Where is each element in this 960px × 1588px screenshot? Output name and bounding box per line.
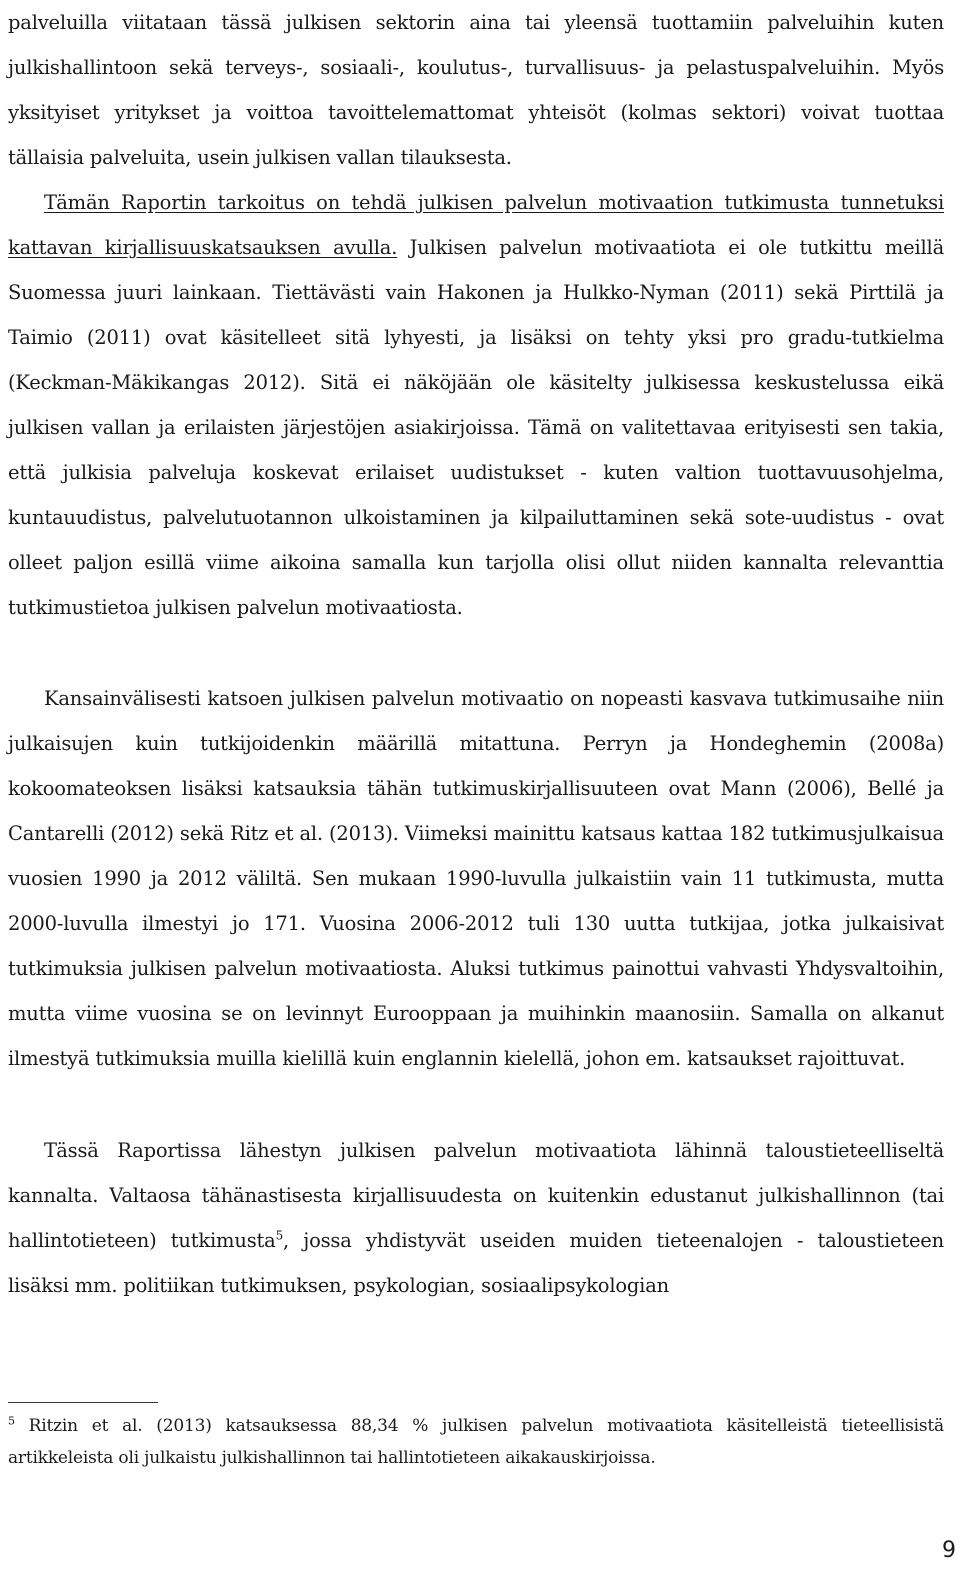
approach-text-start: Tässä Raportissa lähestyn julkisen palvelun motivaatiota lähinnä taloustieteelliseltä kannalta. Valtaosa tähänastisesta kirjallisuudesta on kuitenkin edustanut julkishallinnon (tai hallintotieteen) tutkimusta xyxy=(8,1139,944,1252)
page-number: 9 xyxy=(942,1538,956,1563)
footnote xyxy=(8,1410,944,1474)
purpose-text: Julkisen palvelun motivaatiota ei ole tutkittu meillä Suomessa juuri lainkaan. Tiettävästi vain Hakonen ja Hulkko-Nyman (2011) sekä Pirttilä ja Taimio (2011) ovat käsitelleet sitä lyhyesti, ja lisäksi on tehty yksi pro gradu-tutkielma (Keckman-Mäkikangas 2012). Sitä ei näköjään ole käsitelty julkisessa keskustelussa eikä julkisen vallan ja erilaisten järjestöjen asiakirjoissa. Tämä on valitettavaa erityisesti sen takia, että julkisia palveluja koskevat erilaiset uudistukset - kuten valtion tuottavuusohjelma, kuntauudistus, palvelutuotannon ulkoistaminen ja kilpailuttaminen sekä sote-uudistus - ovat olleet paljon esillä viime aikoina samalla kun tarjolla olisi ollut niiden kannalta relevanttia tutkimustietoa julkisen palvelun motivaatiosta. xyxy=(8,236,944,619)
footnote-reference[interactable]: 5 xyxy=(275,1228,283,1243)
paragraph-approach xyxy=(8,1128,944,1308)
paragraph-international xyxy=(8,676,944,1081)
purpose-sentence-underlined: Tämän Raportin tarkoitus on tehdä julkisen palvelun motivaation tutkimusta tunnetuksi kattavan kirjallisuuskatsauksen avulla. xyxy=(8,191,944,259)
approach-text-end: , jossa yhdistyvät useiden muiden tieteenalojen - taloustieteen lisäksi mm. politiikan tutkimuksen, psykologian, sosiaalipsykologian xyxy=(8,1229,944,1297)
international-text: Kansainvälisesti katsoen julkisen palvelun motivaatio on nopeasti kasvava tutkimusaihe niin julkaisujen kuin tutkijoidenkin määrillä mitattuna. Perryn ja Hondeghemin (2008a) kokoomateoksen lisäksi katsauksia tähän tutkimuskirjallisuuteen ovat Mann (2006), Bellé ja Cantarelli (2012) sekä Ritz et al. (2013). Viimeksi mainittu katsaus kattaa 182 tutkimusjulkaisua vuosien 1990 ja 2012 väliltä. Sen mukaan 1990-luvulla julkaistiin vain 11 tutkimusta, mutta 2000-luvulla ilmestyi jo 171. Vuosina 2006-2012 tuli 130 uutta tutkijaa, jotka julkaisivat tutkimuksia julkisen palvelun motivaatiosta. Aluksi tutkimus painottui vahvasti Yhdysvaltoihin, mutta viime vuosina se on levinnyt Eurooppaan ja muihinkin maanosiin. Samalla on alkanut ilmestyä tutkimuksia muilla kielillä kuin englannin kielellä, johon em. katsaukset rajoittuvat. xyxy=(8,687,944,1070)
paragraph-intro: palveluilla viitataan tässä julkisen sektorin aina tai yleensä tuottamiin palveluihin kuten julkishallintoon sekä terveys-, sosiaali-, koulutus-, turvallisuus- ja pelastuspalveluihin. Myös yksityiset yritykset ja voittoa tavoittelemattomat yhteisöt (kolmas sektori) voivat tuottaa tällaisia palveluita, usein julkisen vallan tilauksesta. xyxy=(8,11,944,169)
paragraph-purpose xyxy=(8,180,944,630)
footnote-text: Ritzin et al. (2013) katsauksessa 88,34 % julkisen palvelun motivaatiota käsitelleistä tieteellisistä artikkeleista oli julkaistu julkishallinnon tai hallintotieteen aikakauskirjoissa. xyxy=(8,1416,944,1468)
footnote-marker: 5 xyxy=(8,1414,15,1428)
footnote-divider xyxy=(8,1402,158,1403)
